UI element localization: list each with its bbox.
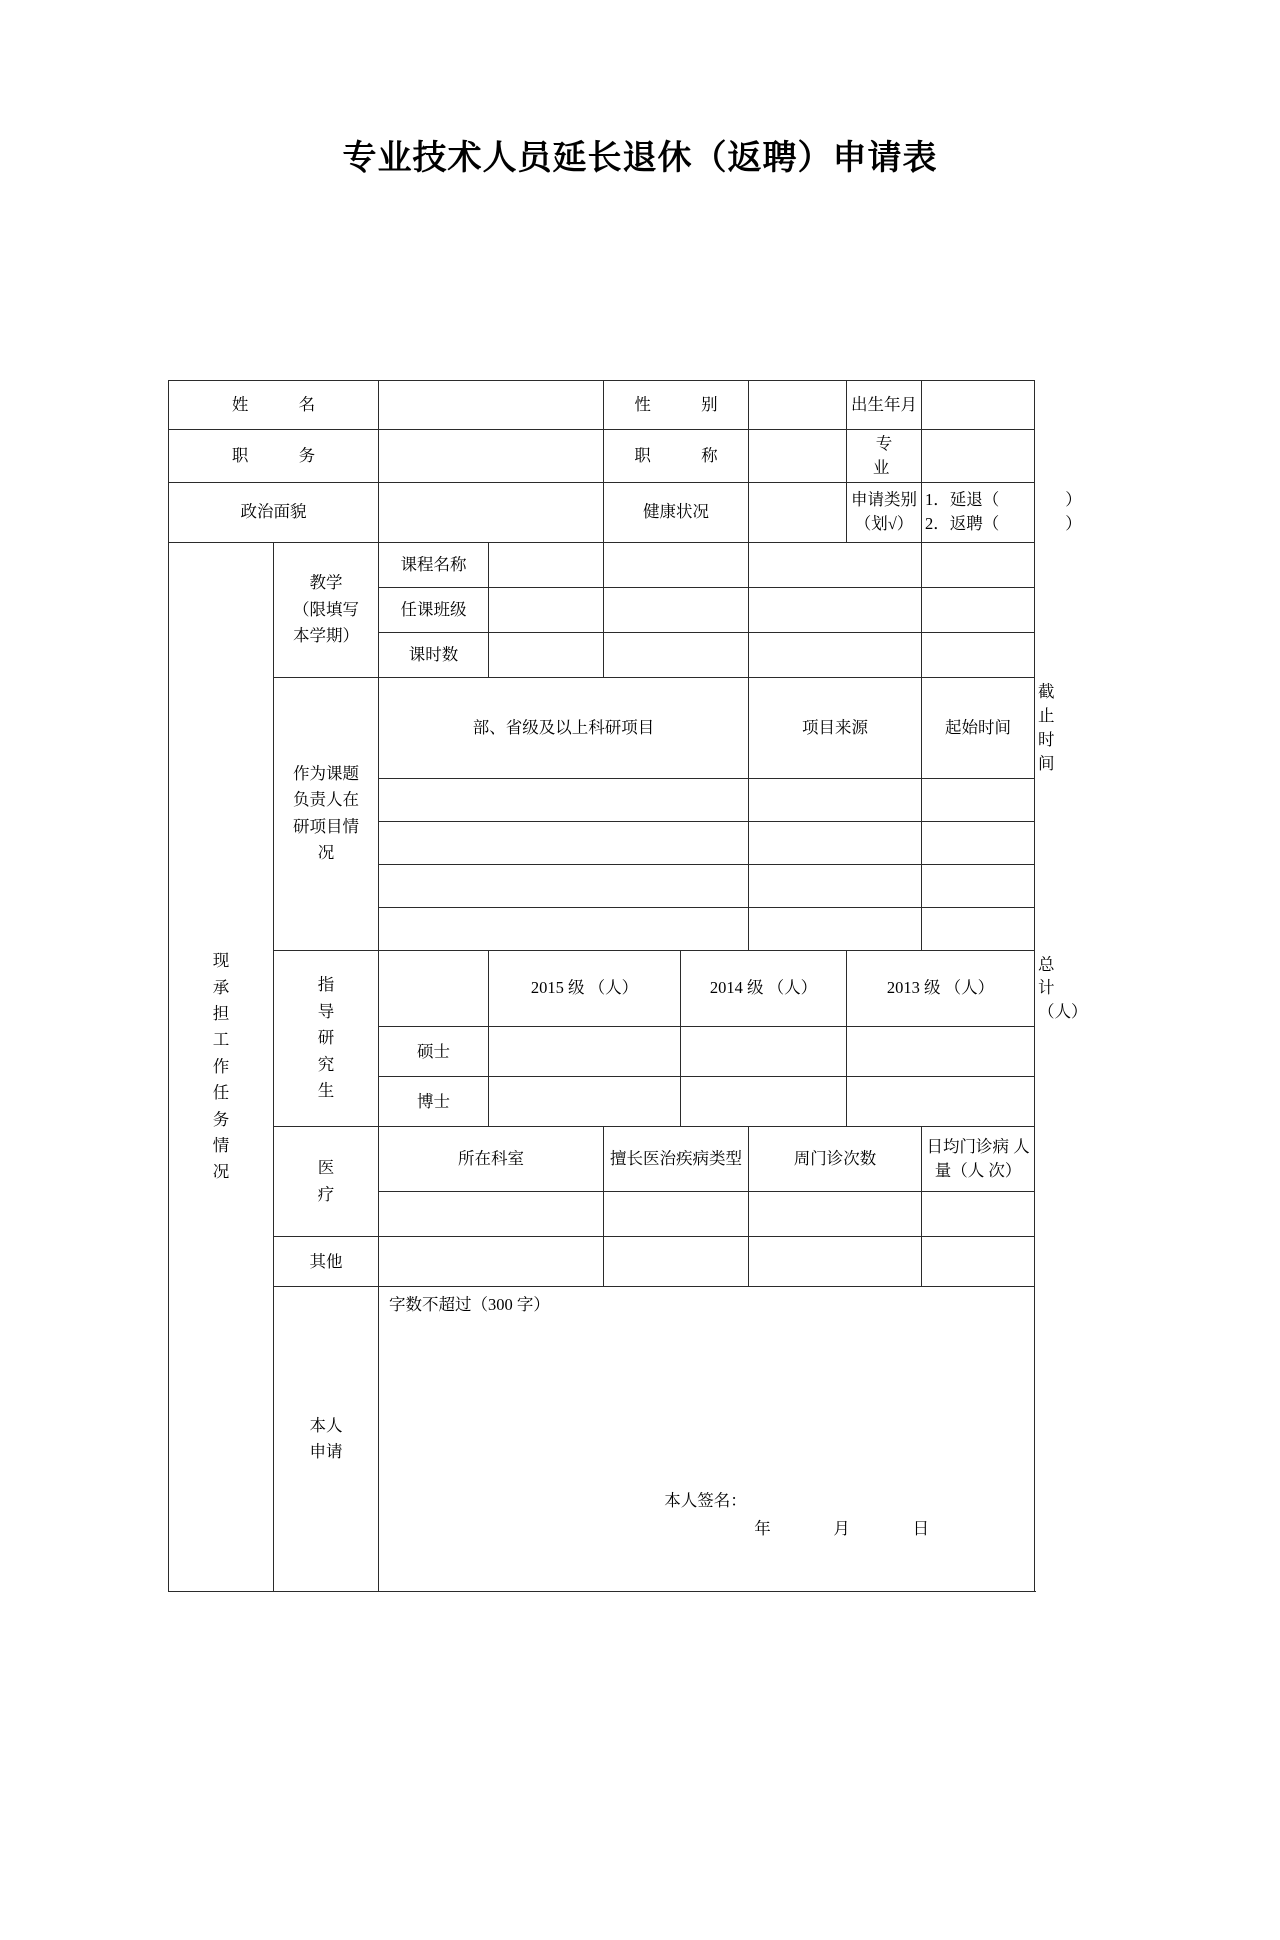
- document-page: [0, 130, 1280, 1940]
- header-grade-2014-line1: 2014 级: [709, 978, 764, 998]
- field-master-2015[interactable]: [489, 1027, 681, 1077]
- field-title[interactable]: [749, 430, 847, 483]
- medical-label-stack: [277, 1155, 375, 1208]
- header-disease-type: 擅长医治疾病类型: [604, 1127, 749, 1192]
- table-row-teaching-course-name: [169, 542, 1035, 587]
- field-doctor-2013[interactable]: [847, 1077, 1035, 1127]
- field-teaching-class-2[interactable]: [604, 587, 749, 632]
- field-start-time-4[interactable]: [922, 907, 1035, 950]
- apply-option-yantui[interactable]: 1．延退（ ）: [925, 490, 1082, 510]
- table-row-other: [169, 1237, 1035, 1287]
- table-row-position: [169, 430, 1035, 483]
- field-research-project-1[interactable]: [379, 778, 749, 821]
- field-other-1[interactable]: [379, 1237, 604, 1287]
- field-teaching-class-4[interactable]: [922, 587, 1035, 632]
- field-gender[interactable]: [749, 381, 847, 430]
- field-course-name-1[interactable]: [489, 542, 604, 587]
- field-doctor-2014[interactable]: [681, 1077, 847, 1127]
- header-research-project: 部、省级及以上科研项目: [379, 677, 749, 778]
- label-major: 专 业: [847, 430, 922, 483]
- label-other: 其他: [274, 1237, 379, 1287]
- label-research-projects: [274, 677, 379, 950]
- header-daily-patients-line1: 日均门诊病: [926, 1137, 1009, 1157]
- research-label-line2: 负责人在: [293, 790, 359, 810]
- duty-char-5: 任: [212, 1083, 230, 1103]
- apply-category-line1: 申请类别: [851, 490, 917, 510]
- duty-char-2: 担: [212, 1004, 230, 1024]
- teaching-label-stack: [277, 570, 375, 649]
- header-grade-2013: [847, 950, 1035, 1027]
- header-daily-patients: [922, 1127, 1035, 1192]
- header-grade-2015-line1: 2015 级: [530, 978, 585, 998]
- field-project-source-4[interactable]: [749, 907, 922, 950]
- field-disease-type[interactable]: [604, 1192, 749, 1237]
- graduate-corner-cell: [379, 950, 489, 1027]
- signature-date-line: 年 月 日: [754, 1519, 939, 1539]
- duty-char-7: 情: [212, 1136, 230, 1156]
- field-teaching-class-3[interactable]: [749, 587, 922, 632]
- graduate-label-char-4: 生: [317, 1081, 335, 1100]
- header-grade-2014-line2: （人）: [767, 978, 818, 998]
- duty-char-8: 况: [212, 1162, 230, 1182]
- research-label-line3: 研项目情: [293, 816, 359, 836]
- field-other-2[interactable]: [604, 1237, 749, 1287]
- graduate-label-stack: [277, 972, 375, 1104]
- field-course-name-2[interactable]: [604, 542, 749, 587]
- label-title: 职 称: [604, 430, 749, 483]
- self-application-label-line2: 申请: [309, 1442, 343, 1462]
- field-teaching-hours-1[interactable]: [489, 632, 604, 677]
- research-label-line4: 况: [317, 843, 335, 863]
- medical-label-line2: 疗: [317, 1184, 335, 1204]
- field-apply-category[interactable]: [922, 482, 1082, 542]
- field-start-time-2[interactable]: [922, 821, 1035, 864]
- apply-option-fanpin[interactable]: 2．返聘（ ）: [925, 514, 1082, 534]
- field-doctor-2015[interactable]: [489, 1077, 681, 1127]
- self-application-word-limit-note: 字数不超过（300 字）: [389, 1295, 550, 1315]
- page-title: 专业技术人员延长退休（返聘）申请表: [342, 139, 938, 177]
- label-doctor: 博士: [379, 1077, 489, 1127]
- label-master: 硕士: [379, 1027, 489, 1077]
- label-graduate-supervision: [274, 950, 379, 1127]
- field-other-3[interactable]: [749, 1237, 922, 1287]
- table-row-political: [169, 482, 1035, 542]
- signature-block: [664, 1487, 939, 1543]
- header-start-time: 起始时间: [922, 677, 1035, 778]
- field-teaching-hours-4[interactable]: [922, 632, 1035, 677]
- signature-label: 本人签名：: [664, 1491, 747, 1511]
- label-political-status: 政治面貌: [169, 482, 379, 542]
- label-birth: 出生年月: [847, 381, 922, 430]
- table-row-name: [169, 381, 1035, 430]
- field-project-source-3[interactable]: [749, 864, 922, 907]
- table-row-research-header: 作为课题 负责人在 研项目情 况 部、省级及以上科研项目 项目来源 起始时间 截止时间: [169, 677, 1035, 778]
- label-medical: [274, 1127, 379, 1237]
- label-teaching: [274, 542, 379, 677]
- field-teaching-class-1[interactable]: [489, 587, 604, 632]
- duty-char-1: 承: [212, 977, 230, 997]
- label-course-name: 课程名称: [379, 542, 489, 587]
- field-project-source-1[interactable]: [749, 778, 922, 821]
- graduate-label-char-1: 导: [317, 1001, 335, 1021]
- table-row-medical-header: [169, 1127, 1035, 1192]
- label-self-application: [274, 1287, 379, 1592]
- label-health: 健康状况: [604, 482, 749, 542]
- duty-char-6: 务: [212, 1109, 230, 1129]
- field-master-2014[interactable]: [681, 1027, 847, 1077]
- field-start-time-1[interactable]: [922, 778, 1035, 821]
- header-project-source: 项目来源: [749, 677, 922, 778]
- label-name: 姓 名: [169, 381, 379, 430]
- self-application-label-line1: 本人: [309, 1415, 343, 1435]
- self-application-label-stack: [277, 1413, 375, 1466]
- field-project-source-2[interactable]: [749, 821, 922, 864]
- field-start-time-3[interactable]: [922, 864, 1035, 907]
- teaching-label-line3: 本学期）: [293, 626, 359, 646]
- header-grade-2013-line2: （人）: [944, 978, 995, 998]
- field-course-name-3[interactable]: [749, 542, 922, 587]
- header-grade-2014: [681, 950, 847, 1027]
- header-grade-2015: [489, 950, 681, 1027]
- field-weekly-visits[interactable]: [749, 1192, 922, 1237]
- duty-char-3: 工: [212, 1030, 230, 1050]
- field-course-name-4[interactable]: [922, 542, 1035, 587]
- table-row-graduate-header: 指 导 研 究 生 2015 级 （人） 2014 级 （人） 2013 级 （人） 总计（人）: [169, 950, 1035, 1027]
- label-teaching-class: 任课班级: [379, 587, 489, 632]
- duty-char-0: 现: [212, 951, 230, 971]
- apply-category-line2: （划√）: [854, 514, 914, 534]
- field-self-application-text[interactable]: [379, 1287, 1035, 1592]
- field-political-status[interactable]: [379, 482, 604, 542]
- field-name[interactable]: [379, 381, 604, 430]
- graduate-label-char-2: 研: [317, 1028, 335, 1048]
- field-teaching-hours-2[interactable]: [604, 632, 749, 677]
- field-health[interactable]: [749, 482, 847, 542]
- graduate-label-char-3: 究: [317, 1054, 335, 1074]
- field-position[interactable]: [379, 430, 604, 483]
- header-department: 所在科室: [379, 1127, 604, 1192]
- research-label-line1: 作为课题: [293, 763, 359, 783]
- label-current-duties: [169, 542, 274, 1591]
- application-form-table: [168, 380, 1088, 1592]
- header-daily-patients-line2: 人量（人: [934, 1137, 1030, 1181]
- label-apply-category: [847, 482, 922, 542]
- field-research-project-3[interactable]: [379, 864, 749, 907]
- medical-label-line1: 医: [317, 1158, 335, 1178]
- header-weekly-visits: 周门诊次数: [749, 1127, 922, 1192]
- field-research-project-4[interactable]: [379, 907, 749, 950]
- label-position: 职 务: [169, 430, 379, 483]
- graduate-label-char-0: 指: [317, 975, 335, 995]
- header-daily-patients-line3: 次）: [988, 1161, 1022, 1181]
- label-teaching-hours: 课时数: [379, 632, 489, 677]
- teaching-label-line2: （限填写: [293, 599, 359, 619]
- field-department[interactable]: [379, 1192, 604, 1237]
- field-master-2013[interactable]: [847, 1027, 1035, 1077]
- teaching-label-line1: 教学: [309, 573, 343, 593]
- field-research-project-2[interactable]: [379, 821, 749, 864]
- header-grade-2013-line1: 2013 级: [886, 978, 941, 998]
- field-other-4[interactable]: [922, 1237, 1035, 1287]
- duty-char-4: 作: [212, 1056, 230, 1076]
- table-row-self-application: [169, 1287, 1035, 1592]
- field-daily-patients[interactable]: [922, 1192, 1035, 1237]
- header-grade-2015-line2: （人）: [588, 978, 639, 998]
- field-teaching-hours-3[interactable]: [749, 632, 922, 677]
- field-birth[interactable]: [922, 381, 1035, 430]
- research-label-stack: [277, 761, 375, 867]
- current-duties-vertical-text: [172, 948, 270, 1186]
- label-gender: 性 别: [604, 381, 749, 430]
